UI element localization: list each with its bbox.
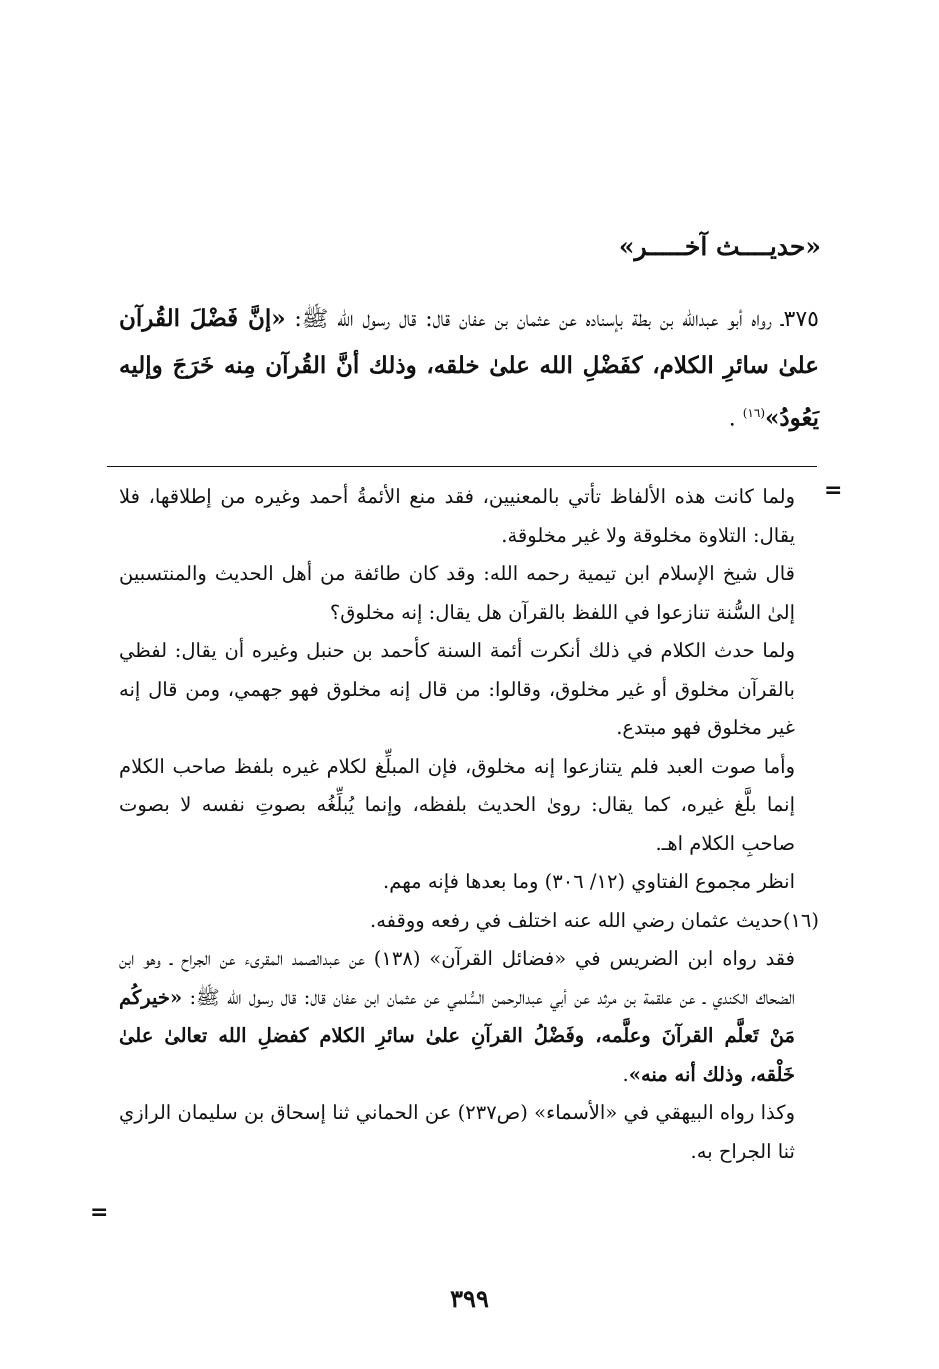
footnote-hadith-text: «خيركُم مَنْ تَعلَّم القرآنَ وعلَّمه، وفَضْلُ القرآنِ علىٰ سائرِ الكلام كفضلِ الله تعالىٰ علىٰ خَلْقه، وذلك أنه منه» [119,985,795,1086]
footnote-paragraph-5: انظر مجموع الفتاوي (١٢/ ٣٠٦) وما بعدها فإنه مهم. [383,870,795,893]
continuation-mark-bottom: = [90,1200,109,1225]
footnote-paragraph-6 [119,940,819,1094]
footnote-paragraph-2: قال شيخ الإسلام ابن تيمية رحمه الله: وقد كان طائفة من أهل الحديث والمنتسبين إلىٰ السُّنة تنازعوا في اللفظ بالقرآن هل يقال: إنه مخلوق؟ [119,562,795,624]
footnote-16-text: حديث عثمان رضي الله عنه اختلف في رفعه ووقفه. [370,908,783,932]
page-number: ٣٩٩ [450,1284,489,1313]
footnote-paragraph-7: وكذا رواه البيهقي في «الأسماء» (ص٢٣٧) عن الحماني ثنا إسحاق بن سليمان الرازي ثنا الجراح به. [119,1101,795,1163]
section-title: «حديــــث آخـــــر» [618,232,821,261]
footnote-paragraph-3: ولما حدث الكلام في ذلك أنكرت أئمة السنة كأحمد بن حنبل وغيره أن يقال: لفظي بالقرآن مخلوق أو غير مخلوق، وقالوا: من قال إنه مخلوق فهو جهمي، ومن قال إنه غير مخلوق فهو مبتدع. [119,639,795,739]
footnote-paragraph-6-end: . [622,1062,629,1086]
footnote-paragraph-1: ولما كانت هذه الألفاظ تأتي بالمعنيين، فقد منع الأئمةُ أحمد وغيره من إطلاقها، فلا يقال: التلاوة مخلوقة ولا غير مخلوقة. [119,485,795,547]
footnote-paragraph-4: وأما صوت العبد فلم يتنازعوا إنه مخلوق، فإن المبلِّغ لكلام غيره بلفظ صاحب الكلام إنما بلَّغ غيره، كما يقال: روىٰ الحديث بلفظه، وإنما يُبلِّغُه بصوتِ نفسه لا بصوت صاحبِ الكلام اهـ. [119,754,795,855]
footnote-16-number: (١٦) [782,908,819,932]
footnote-separator [107,466,817,467]
narration-intro: ٣٧٥ـ رواه أبو عبدالله بن بطة بإسناده عن عثمان بن عفان قال: قال رسول الله ﷺ: [285,307,819,332]
footnote-reference: (١٦) [742,406,765,420]
footnote-16 [119,902,819,941]
footnote-paragraph-6-intro: فقد رواه ابن الضريس في «فضائل القرآن» (١٣٨) عن عبدالصمد المقرىء عن الجراح ـ وهو ابن الضحاك الكندي ـ عن علقمة بن مرثد عن أبي عبدالرحمن السُّلمي عن عثمان ابن عفان قال: قال رسول الله ﷺ: [119,947,795,1009]
continuation-mark-top: = [824,478,843,503]
hadith-end: . [728,406,743,432]
footnotes-block [119,478,819,1171]
main-hadith-paragraph [119,296,819,442]
hadith-text: «إنَّ فَضْلَ القُرآن علىٰ سائرِ الكلام، كفَضْلِ الله علىٰ خلقه، وذلك أنَّ القُرآن مِنه خَرَجَ وإليه يَعُودُ» [119,305,819,432]
